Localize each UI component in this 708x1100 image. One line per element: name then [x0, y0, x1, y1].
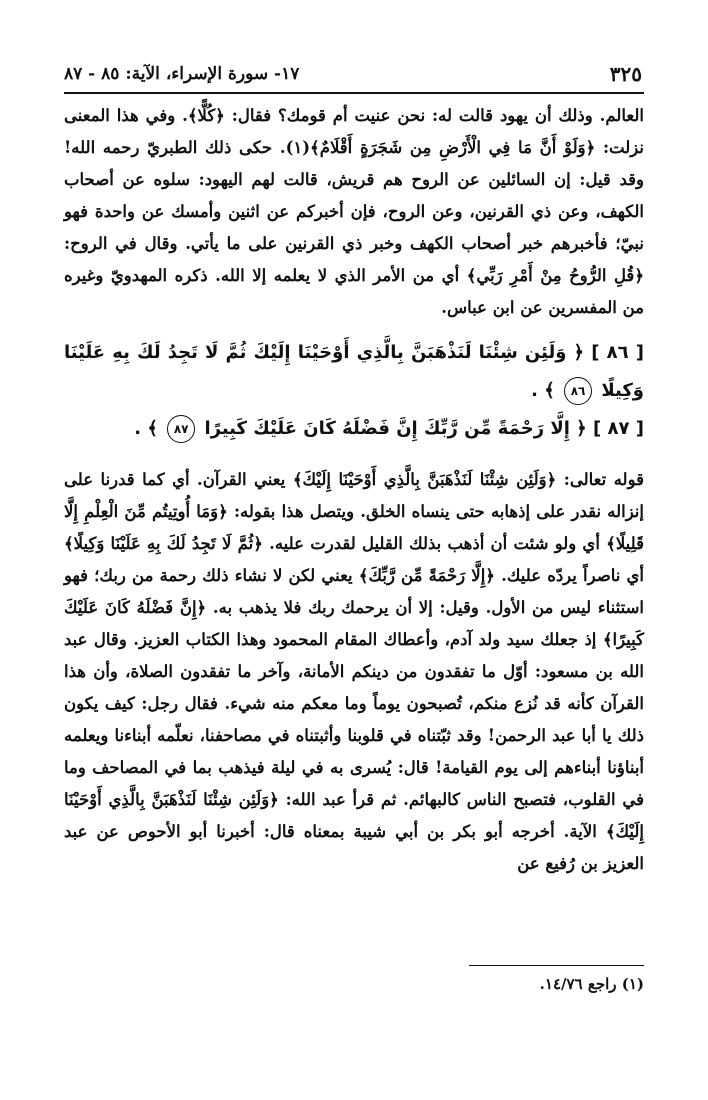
running-title: ١٧- سورة الإسراء، الآية: ٨٥ - ٨٧ [64, 64, 300, 84]
verse-bracket: [ ٨٧ ] [593, 418, 644, 439]
verse-text: ﴿ إِلَّا رَحْمَةً مِّن رَّبِّكَ إِنَّ فَضْلَهُ كَانَ عَلَيْكَ كَبِيرًا [204, 418, 587, 439]
verse-end: ﴾ . [134, 418, 158, 439]
page-header [64, 58, 644, 94]
ayah-number-badge: ٨٧ [167, 415, 195, 443]
verse-86 [64, 334, 644, 410]
page-body [64, 100, 644, 880]
verse-87 [64, 410, 644, 448]
footnote-divider [469, 965, 644, 966]
verse-end: ﴾ . [531, 380, 555, 401]
paragraph: قوله تعالى: ﴿وَلَئِن شِئْنَا لَنَذْهَبَنَّ بِالَّذِي أَوْحَيْنَا إِلَيْكَ﴾ يعني القرآن. أي كما قدرنا على إنزاله نقدر على إذهابه حتى ينساه الخلق. ويتصل هذا بقوله: ﴿وَمَا أُوتِيتُم مِّنَ الْعِلْمِ إِلَّا قَلِيلًا﴾ أي ولو شئت أن أذهب بذلك القليل لقدرت عليه. ﴿ثُمَّ لَا تَجِدُ لَكَ بِهِ عَلَيْنَا وَكِيلًا﴾ أي ناصراً يردّه عليك. ﴿إِلَّا رَحْمَةً مِّن رَّبِّكَ﴾ يعني لكن لا نشاء ذلك رحمة من ربك؛ فهو استثناء ليس من الأول. وقيل: إلا أن يرحمك ربك فلا يذهب به. ﴿إِنَّ فَضْلَهُ كَانَ عَلَيْكَ كَبِيرًا﴾ إذ جعلك سيد ولد آدم، وأعطاك المقام المحمود وهذا الكتاب العزيز. وقال عبد الله بن مسعود: أوّل ما تفقدون من دينكم الأمانة، وآخر ما تفقدون الصلاة، وأن هذا القرآن كأنه قد نُزع منكم، تُصبحون يوماً وما معكم منه شيء. فقال رجل: كيف يكون ذلك يا أبا عبد الرحمن! وقد ثبّتناه في قلوبنا وأثبتناه في مصاحفنا، نعلّمه أبناءنا ويعلمه أبناؤنا أبناءهم إلى يوم القيامة! قال: يُسرى به في ليلة فيذهب بما في المصاحف وما في القلوب، فتصبح الناس كالبهائم. ثم قرأ عبد الله: ﴿وَلَئِن شِئْنَا لَنَذْهَبَنَّ بِالَّذِي أَوْحَيْنَا إِلَيْكَ﴾ الآية. أخرجه أبو بكر بن أبي شيبة بمعناه قال: أخبرنا أبو الأحوص عن عبد العزيز بن رُفيع عن [64, 470, 644, 873]
page-number: ٣٢٥ [609, 62, 642, 86]
verses-block [64, 334, 644, 448]
verse-text: ﴿ وَلَئِن شِئْنَا لَنَذْهَبَنَّ بِالَّذِي أَوْحَيْنَا إِلَيْكَ ثُمَّ لَا تَجِدُ لَكَ بِهِ عَلَيْنَا وَكِيلًا [64, 342, 644, 401]
footnote: (١) راجع ١٤/٧٦. [539, 975, 644, 993]
paragraph: العالم. وذلك أن يهود قالت له: نحن عنيت أم قومك؟ فقال: ﴿كُلًّا﴾. وفي هذا المعنى نزلت: ﴿وَلَوْ أَنَّ مَا فِي الْأَرْضِ مِن شَجَرَةٍ أَقْلَامٌ﴾(١). حكى ذلك الطبريّ رحمه الله! وقد قيل: إن السائلين عن الروح هم قريش، قالت لهم اليهود: سلوه عن أصحاب الكهف، وعن ذي القرنين، وعن الروح، فإن أخبركم عن اثنين وأمسك عن واحدة فهو نبيّ؛ فأخبرهم خبر أصحاب الكهف وخبر ذي القرنين على ما يأتي. وقال في الروح: ﴿قُلِ الرُّوحُ مِنْ أَمْرِ رَبِّي﴾ أي من الأمر الذي لا يعلمه إلا الله. ذكره المهدويّ وغيره من المفسرين عن ابن عباس. [64, 106, 644, 317]
verse-bracket: [ ٨٦ ] [591, 342, 644, 363]
ayah-number-badge: ٨٦ [564, 377, 592, 405]
